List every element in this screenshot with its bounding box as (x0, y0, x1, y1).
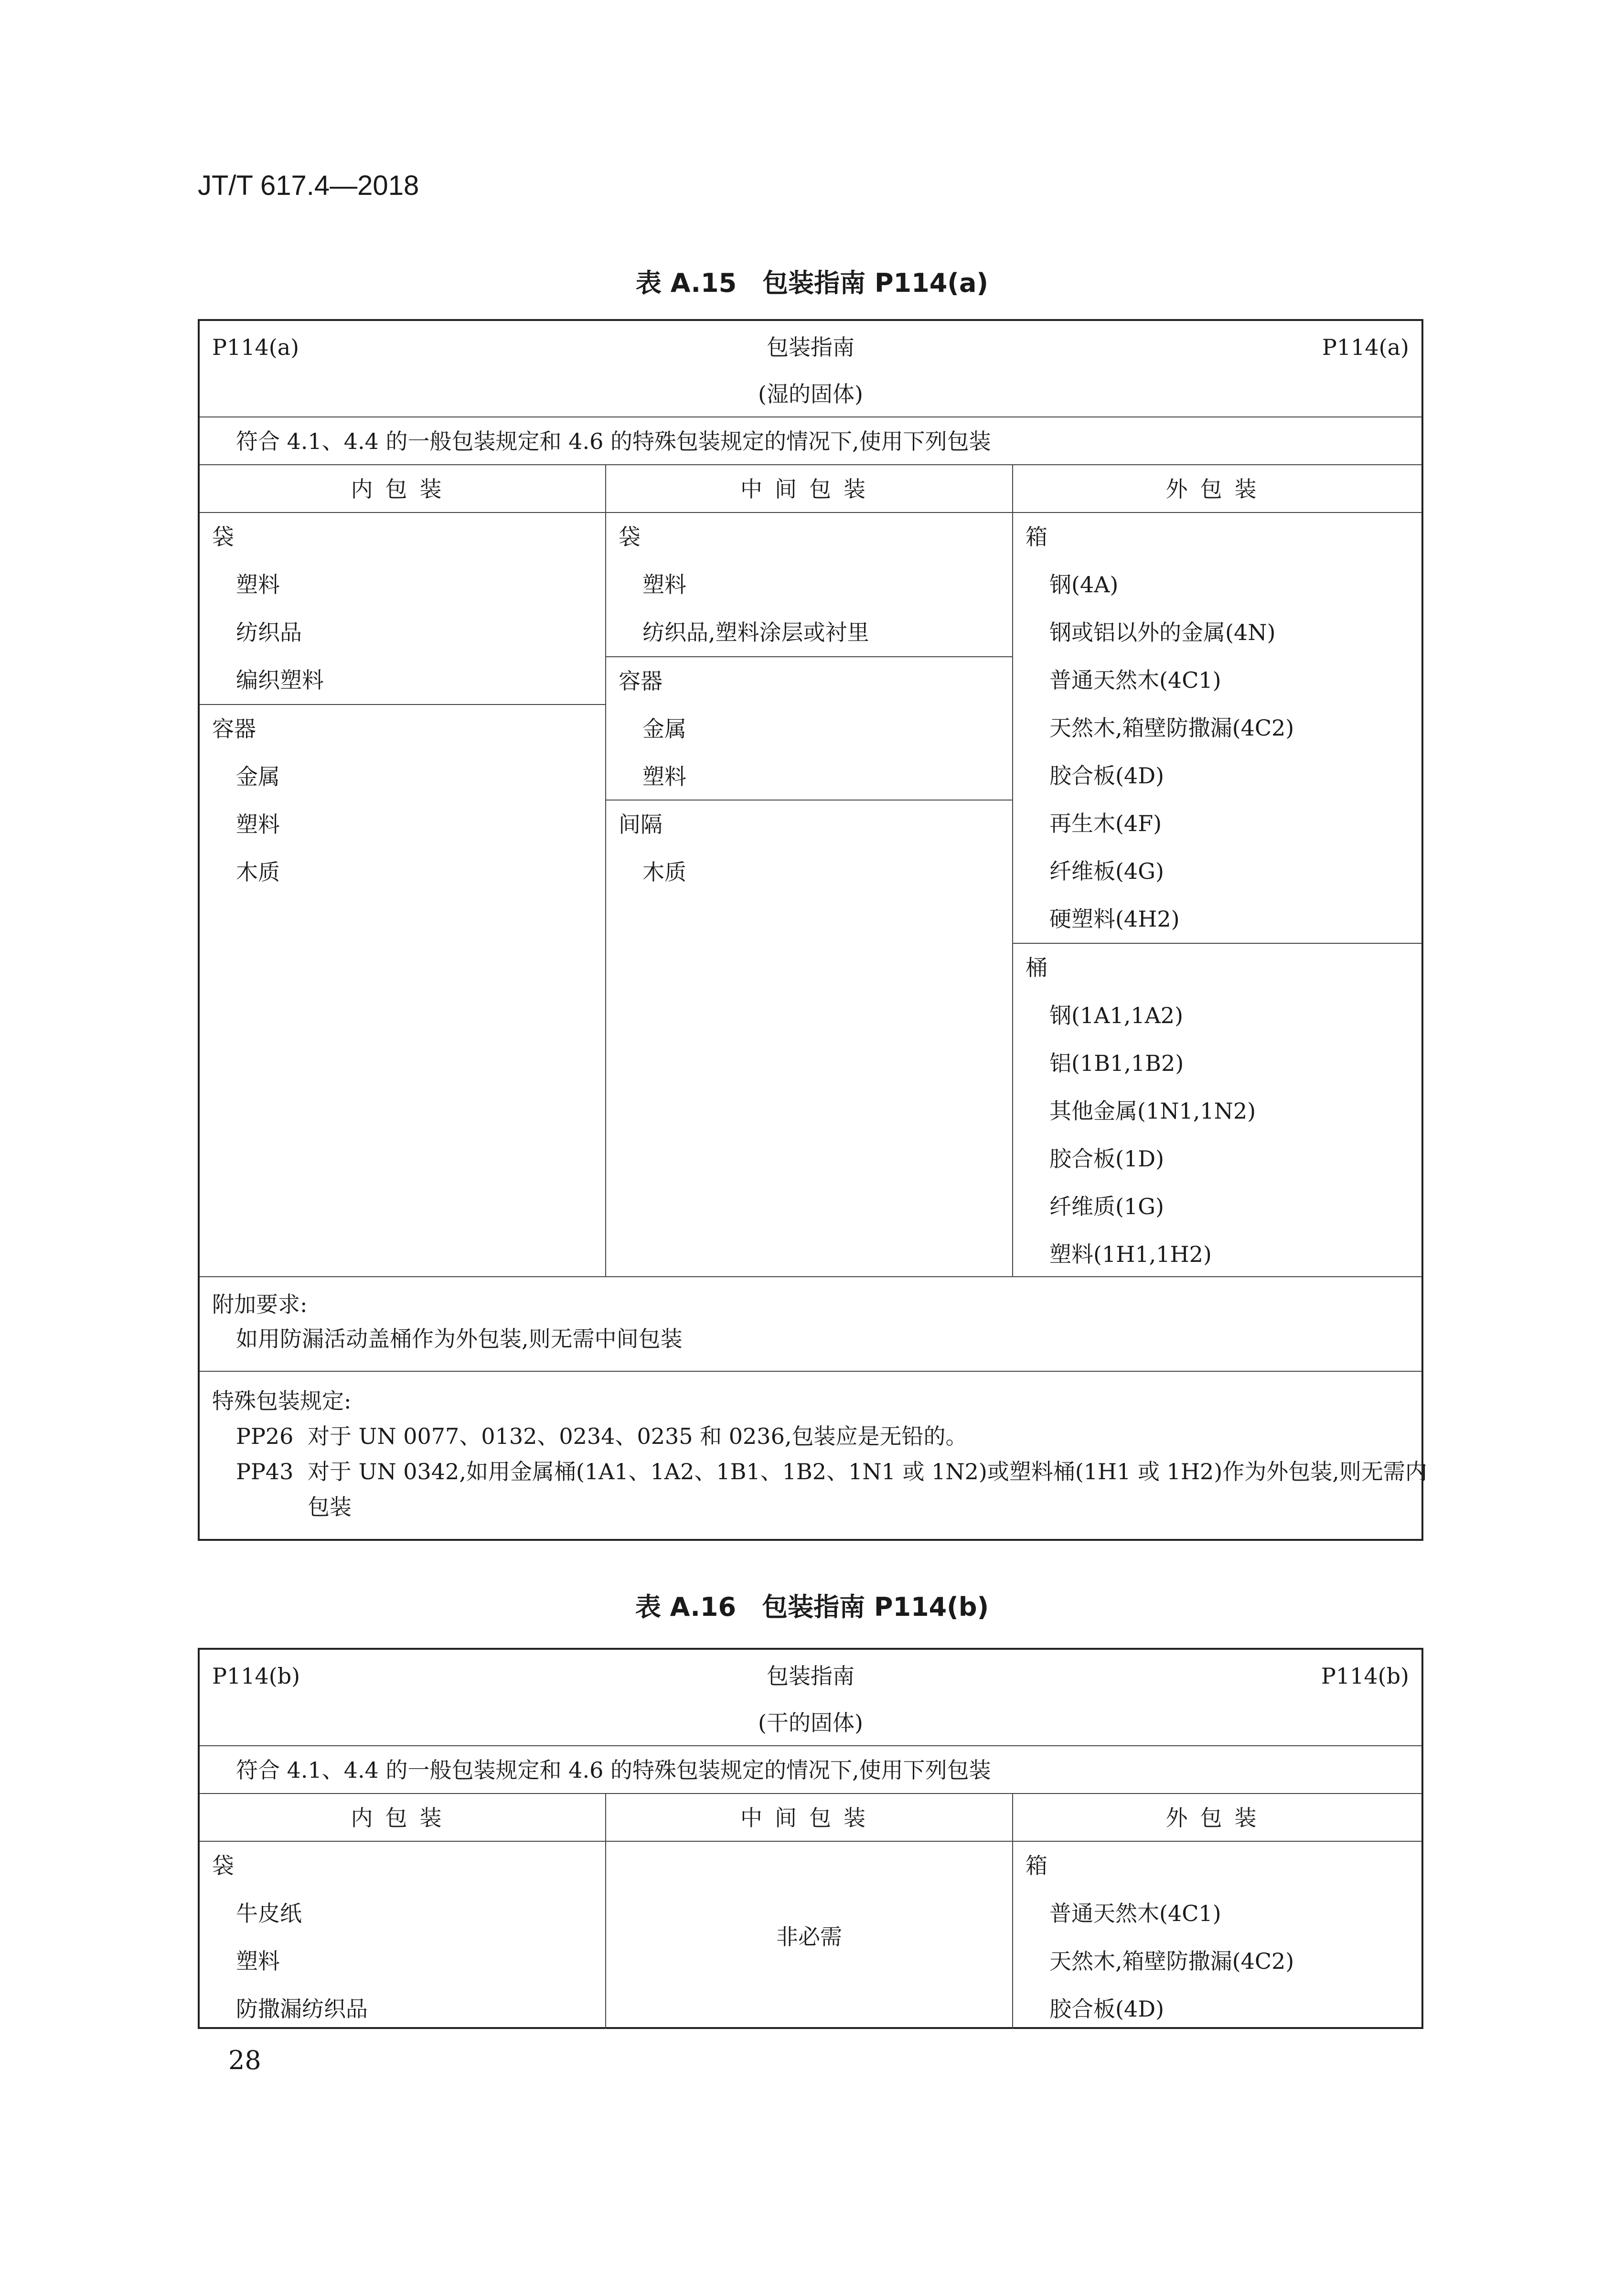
column-header-row (200, 464, 1421, 512)
special-provisions-title: 特殊包装规定: (212, 1388, 352, 1414)
standard-number-header: JT/T 617.4—2018 (198, 170, 419, 201)
group-label: 间隔 (619, 811, 662, 837)
provision-text: 对于 UN 0342,如用金属桶(1A1、1A2、1B1、1B2、1N1 或 1N2)或塑料桶(1H1 或 1H2)作为外包装,则无需内 (308, 1459, 1427, 1484)
provision-text: 对于 UN 0077、0132、0234、0235 和 0236,包装应是无铅的。 (308, 1423, 968, 1449)
table-a15-title-row (200, 321, 1421, 416)
group-label: 容器 (212, 716, 256, 742)
list-item: 胶合板(4D) (1049, 763, 1165, 789)
packaging-body-row (200, 512, 1421, 1276)
inner-packaging-cell (200, 513, 606, 1276)
list-item: 金属 (236, 764, 280, 790)
table-a16-caption: 表 A.16 包装指南 P114(b) (635, 1592, 989, 1622)
list-item: 塑料(1H1,1H2) (1049, 1241, 1212, 1267)
list-item: 牛皮纸 (236, 1900, 302, 1926)
list-item: 木质 (642, 859, 686, 885)
outer-group-drums (1013, 943, 1421, 1278)
inner-group-receptacles (200, 704, 605, 896)
group-label: 桶 (1026, 955, 1047, 981)
inner-group-bags (200, 513, 605, 704)
conformity-text: 符合 4.1、4.4 的一般包装规定和 4.6 的特殊包装规定的情况下,使用下列包装 (236, 1757, 991, 1783)
conformity-row (200, 1745, 1421, 1793)
outer-group-boxes (1013, 513, 1421, 943)
group-label: 箱 (1026, 1853, 1047, 1879)
col-header-outer: 外包装 (1165, 1805, 1269, 1831)
group-label: 箱 (1026, 524, 1047, 550)
additional-requirements-row (200, 1276, 1421, 1371)
intermediate-group-dividers (606, 800, 1012, 896)
group-label: 袋 (619, 524, 641, 550)
list-item: 铝(1B1,1B2) (1049, 1050, 1184, 1076)
list-item: 普通天然木(4C1) (1049, 1900, 1221, 1926)
table-a15 (198, 319, 1427, 1541)
list-item: 纤维板(4G) (1049, 858, 1164, 884)
page-number: 28 (228, 2045, 261, 2075)
provision-code: PP43 (236, 1459, 294, 1484)
outer-packaging-cell (1013, 1842, 1421, 2029)
group-label: 袋 (212, 524, 234, 550)
code-right: P114(a) (1322, 334, 1409, 360)
col-header-outer: 外包装 (1165, 476, 1269, 502)
list-item: 塑料 (236, 572, 280, 598)
list-item: 钢或铝以外的金属(4N) (1049, 619, 1276, 645)
provision-code: PP26 (236, 1423, 294, 1449)
conformity-text: 符合 4.1、4.4 的一般包装规定和 4.6 的特殊包装规定的情况下,使用下列包装 (236, 428, 991, 454)
group-label: 容器 (619, 668, 662, 694)
group-label: 袋 (212, 1853, 234, 1879)
list-item: 塑料 (236, 811, 280, 837)
list-item: 塑料 (642, 764, 686, 790)
inner-packaging-cell (200, 1842, 606, 2029)
list-item: 纺织品,塑料涂层或衬里 (642, 619, 869, 645)
list-item: 胶合板(4D) (1049, 1996, 1165, 2022)
special-provisions-row (200, 1371, 1427, 1539)
intermediate-packaging-cell (606, 1842, 1013, 2029)
list-item: 天然木,箱壁防撒漏(4C2) (1049, 715, 1294, 741)
table-a15-caption: 表 A.15 包装指南 P114(a) (635, 268, 989, 298)
additional-requirements-text: 如用防漏活动盖桶作为外包装,则无需中间包装 (236, 1326, 683, 1352)
col-header-inner: 内包装 (200, 1794, 606, 1841)
list-item: 其他金属(1N1,1N2) (1049, 1098, 1256, 1124)
table-a16-title-row (200, 1650, 1421, 1745)
list-item: 纤维质(1G) (1049, 1194, 1164, 1219)
list-item: 木质 (236, 859, 280, 885)
list-item: 再生木(4F) (1049, 811, 1162, 836)
column-header-row (200, 1793, 1421, 1841)
title: 包装指南 (767, 1663, 855, 1689)
intermediate-packaging-cell (606, 513, 1013, 1276)
list-item: 塑料 (642, 572, 686, 598)
col-header-intermediate: 中间包装 (606, 465, 1013, 512)
code-left: P114(b) (212, 1663, 300, 1689)
additional-requirements-title: 附加要求: (212, 1292, 308, 1317)
code-left: P114(a) (212, 334, 299, 360)
list-item: 普通天然木(4C1) (1049, 667, 1221, 693)
conformity-row (200, 416, 1421, 464)
list-item: 钢(1A1,1A2) (1049, 1003, 1184, 1028)
title: 包装指南 (767, 334, 855, 360)
outer-packaging-cell (1013, 513, 1421, 1276)
subtitle: (干的固体) (758, 1710, 863, 1736)
col-header-inner: 内包装 (200, 465, 606, 512)
intermediate-group-bags (606, 513, 1012, 656)
col-header-intermediate: 中间包装 (606, 1794, 1013, 1841)
intermediate-group-receptacles (606, 656, 1012, 800)
list-item: 金属 (642, 716, 686, 742)
list-item: 防撒漏纺织品 (236, 1996, 368, 2022)
list-item: 塑料 (236, 1948, 280, 1974)
list-item: 纺织品 (236, 619, 302, 645)
provision-text-continued: 包装 (308, 1494, 352, 1520)
list-item: 编织塑料 (236, 667, 324, 693)
code-right: P114(b) (1321, 1663, 1409, 1689)
list-item: 钢(4A) (1049, 572, 1119, 598)
subtitle: (湿的固体) (758, 381, 863, 407)
list-item: 胶合板(1D) (1049, 1146, 1165, 1172)
list-item: 硬塑料(4H2) (1049, 906, 1180, 932)
intermediate-not-required: 非必需 (776, 1924, 842, 1950)
list-item: 天然木,箱壁防撒漏(4C2) (1049, 1948, 1294, 1974)
packaging-body-row (200, 1841, 1421, 2029)
table-a16 (198, 1648, 1423, 2029)
